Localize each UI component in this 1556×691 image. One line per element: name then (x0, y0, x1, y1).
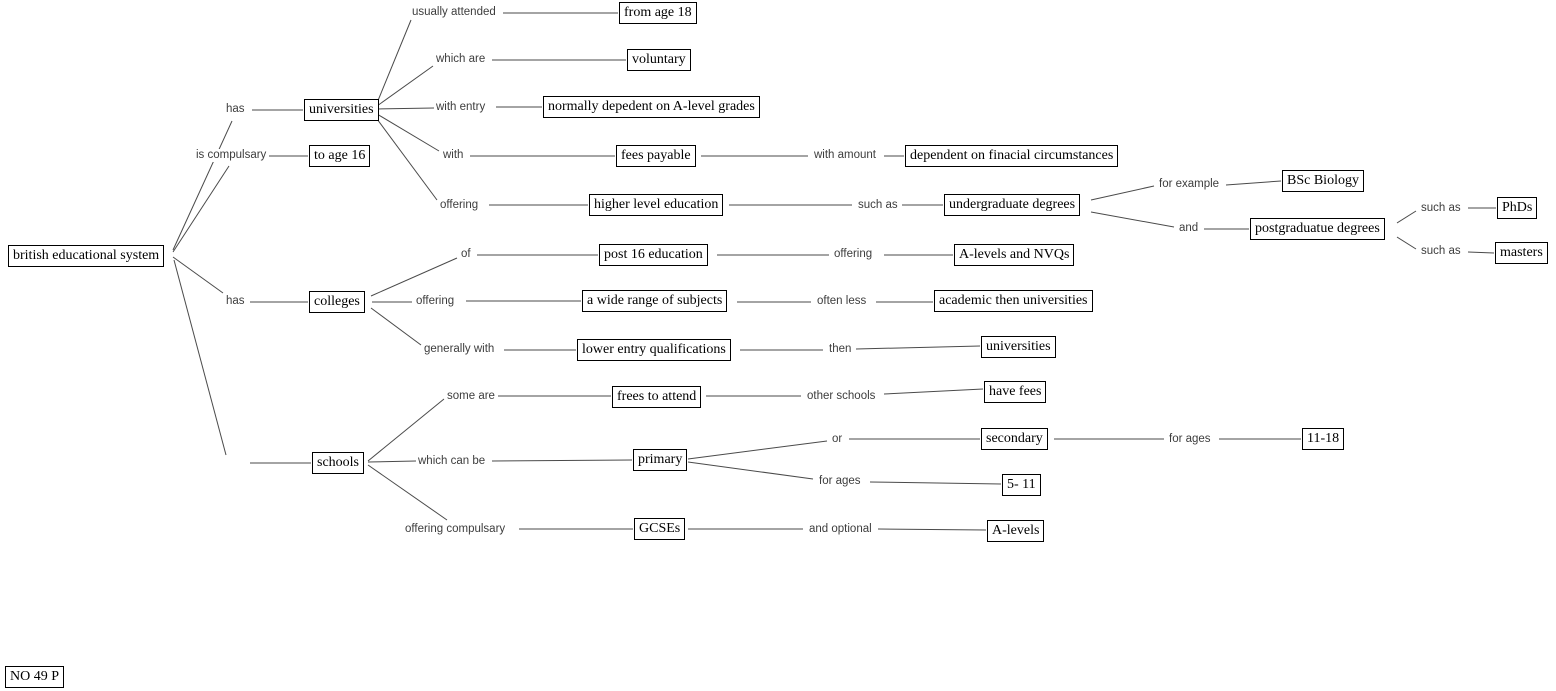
node-undergraduate-degrees[interactable]: undergraduate degrees (944, 194, 1080, 216)
edge-line (1468, 252, 1494, 253)
node-secondary[interactable]: secondary (981, 428, 1048, 450)
edge-line (1397, 211, 1416, 223)
edge-label-offering-post-16[interactable]: offering (834, 248, 873, 260)
edge-label-is-compulsary[interactable]: is compulsary (196, 149, 267, 161)
edge-label-for-example[interactable]: for example (1159, 178, 1220, 190)
node-ages-5-11[interactable]: 5- 11 (1002, 474, 1041, 496)
node-phds[interactable]: PhDs (1497, 197, 1537, 219)
edge-label-such-as-undergraduate[interactable]: such as (858, 199, 898, 211)
edge-line (870, 482, 1001, 484)
edge-label-for-ages-primary[interactable]: for ages (819, 475, 861, 487)
edge-line (856, 346, 980, 349)
edge-line (371, 258, 457, 296)
node-british-educational-system[interactable]: british educational system (8, 245, 164, 267)
edge-label-with-entry[interactable]: with entry (436, 101, 486, 113)
node-a-levels-and-nvqs[interactable]: A-levels and NVQs (954, 244, 1074, 266)
edge-label-for-ages-secondary[interactable]: for ages (1169, 433, 1211, 445)
edge-label-has-universities[interactable]: has (226, 103, 245, 115)
node-gcses[interactable]: GCSEs (634, 518, 685, 540)
edge-line (1091, 186, 1154, 200)
node-universities-2[interactable]: universities (981, 336, 1056, 358)
node-to-age-16[interactable]: to age 16 (309, 145, 370, 167)
node-lower-entry-qualifications[interactable]: lower entry qualifications (577, 339, 731, 361)
edge-label-some-are[interactable]: some are (447, 390, 495, 402)
edge-label-offering-colleges[interactable]: offering (416, 295, 455, 307)
node-bsc-biology[interactable]: BSc Biology (1282, 170, 1364, 192)
node-higher-level-education[interactable]: higher level education (589, 194, 723, 216)
edge-line (377, 119, 437, 200)
edge-label-offering-compulsary[interactable]: offering compulsary (405, 523, 506, 535)
edge-line (1091, 212, 1174, 227)
node-a-wide-range-of-subjects[interactable]: a wide range of subjects (582, 290, 727, 312)
node-ages-11-18[interactable]: 11-18 (1302, 428, 1344, 450)
node-universities[interactable]: universities (304, 99, 379, 121)
edge-line (1397, 237, 1416, 249)
edge-label-with-amount[interactable]: with amount (814, 149, 877, 161)
edge-line (688, 462, 813, 479)
node-a-levels[interactable]: A-levels (987, 520, 1044, 542)
edge-line (173, 257, 223, 293)
edge-label-and-optional[interactable]: and optional (809, 523, 872, 535)
edge-line (377, 108, 434, 109)
edge-label-such-as-masters[interactable]: such as (1421, 245, 1461, 257)
edge-label-often-less[interactable]: often less (817, 295, 867, 307)
node-schools[interactable]: schools (312, 452, 364, 474)
edge-line (884, 389, 983, 394)
edge-line (377, 20, 411, 103)
edge-line (173, 166, 229, 252)
node-masters[interactable]: masters (1495, 242, 1548, 264)
edge-label-such-as-phds[interactable]: such as (1421, 202, 1461, 214)
edge-label-of[interactable]: of (461, 248, 471, 260)
edge-label-offering-universities[interactable]: offering (440, 199, 479, 211)
edge-line (492, 460, 632, 461)
edge-label-generally-with[interactable]: generally with (424, 343, 495, 355)
node-frees-to-attend[interactable]: frees to attend (612, 386, 701, 408)
node-voluntary[interactable]: voluntary (627, 49, 691, 71)
node-primary[interactable]: primary (633, 449, 687, 471)
edge-label-with[interactable]: with (443, 149, 464, 161)
node-from-age-18[interactable]: from age 18 (619, 2, 697, 24)
edge-line (1226, 181, 1281, 185)
edge-line (173, 121, 232, 250)
edge-line (368, 399, 444, 461)
edge-line (368, 461, 416, 462)
edge-line (688, 441, 827, 459)
edge-label-which-can-be[interactable]: which can be (418, 455, 486, 467)
edge-label-usually-attended[interactable]: usually attended (412, 6, 496, 18)
edge-line (878, 529, 986, 530)
node-fees-payable[interactable]: fees payable (616, 145, 696, 167)
node-normally-depedent-on-a-level-grades[interactable]: normally depedent on A-level grades (543, 96, 760, 118)
node-colleges[interactable]: colleges (309, 291, 365, 313)
edge-label-which-are[interactable]: which are (436, 53, 486, 65)
node-dependent-on-finacial-circumstances[interactable]: dependent on finacial circumstances (905, 145, 1118, 167)
edge-label-other-schools[interactable]: other schools (807, 390, 876, 402)
edge-line (377, 66, 433, 106)
node-no-49-p[interactable]: NO 49 P (5, 666, 64, 688)
edge-line (377, 114, 439, 151)
edge-line (368, 465, 447, 520)
edge-label-and-postgraduate[interactable]: and (1179, 222, 1199, 234)
edge-label-then[interactable]: then (829, 343, 852, 355)
node-postgraduatue-degrees[interactable]: postgraduatue degrees (1250, 218, 1385, 240)
node-post-16-education[interactable]: post 16 education (599, 244, 708, 266)
edge-label-has-colleges[interactable]: has (226, 295, 245, 307)
edge-line (371, 308, 421, 345)
node-academic-then-universities[interactable]: academic then universities (934, 290, 1093, 312)
node-have-fees[interactable]: have fees (984, 381, 1046, 403)
edge-label-or[interactable]: or (832, 433, 843, 445)
